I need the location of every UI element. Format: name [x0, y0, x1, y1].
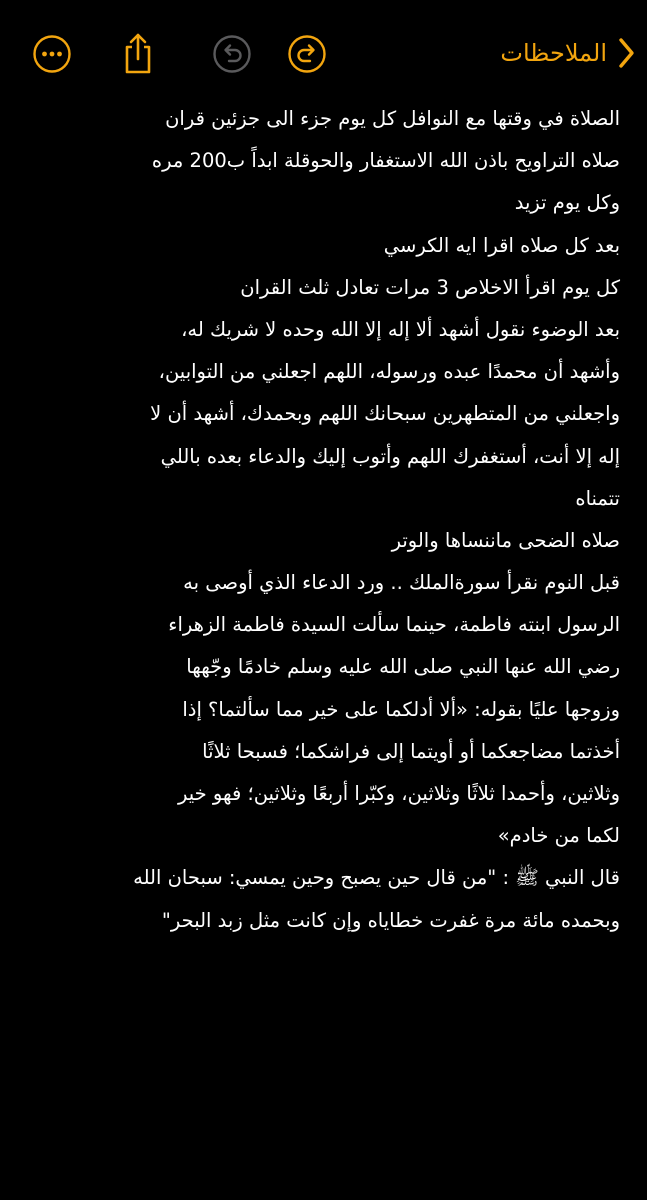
- redo-icon: [287, 34, 327, 74]
- more-options-button[interactable]: [32, 34, 72, 74]
- note-line: كل يوم اقرأ الاخلاص 3 مرات تعادل ثلث القران: [240, 275, 620, 299]
- notes-toolbar: [0, 0, 647, 100]
- back-label: الملاحظات: [500, 39, 607, 67]
- chevron-left-icon: [617, 37, 635, 69]
- note-line: وثلاثين، وأحمدا ثلاثًا وثلاثين، وكبّرا أربعًا وثلاثين؛ فهو خير: [178, 782, 620, 805]
- back-button[interactable]: [500, 30, 635, 76]
- note-line: صلاه الضحى ماننساها والوتر: [391, 528, 620, 552]
- note-line: تتمناه: [575, 486, 620, 510]
- note-line: قال النبي ﷺ : "من قال حين يصبح وحين يمسي: سبحان الله: [133, 866, 620, 890]
- note-line: بعد الوضوء نقول أشهد ألا إله إلا الله وحده لا شريك له،: [181, 317, 620, 341]
- note-line: وأشهد أن محمدًا عبده ورسوله، اللهم اجعلني من التوابين،: [158, 360, 620, 384]
- share-icon: [118, 32, 158, 76]
- undo-icon: [212, 34, 252, 74]
- redo-button[interactable]: [287, 34, 327, 74]
- note-line: لكما من خادم»: [497, 824, 620, 848]
- note-line: وزوجها عليًا بقوله: «ألا أدلكما على خير مما سألتما؟ إذا: [182, 697, 620, 721]
- share-button[interactable]: [118, 34, 158, 74]
- note-line: بعد كل صلاه اقرا ايه الكرسي: [383, 233, 620, 257]
- note-line: وبحمده مائة مرة غفرت خطاياه وإن كانت مثل زبد البحر": [161, 908, 620, 932]
- note-body[interactable]: [30, 98, 620, 942]
- note-line: وكل يوم تزيد: [514, 191, 620, 215]
- note-line: الرسول ابنته فاطمة، حينما سألت السيدة فاطمة الزهراء: [168, 613, 620, 637]
- undo-button[interactable]: [212, 34, 252, 74]
- note-line: إله إلا أنت، أستغفرك اللهم وأتوب إليك والدعاء بعده باللي: [160, 444, 620, 468]
- note-line: واجعلني من المتطهرين سبحانك اللهم وبحمدك، أشهد أن لا: [150, 402, 620, 426]
- note-line: صلاه التراويح باذن الله الاستغفار والحوقلة ابداً ب200 مره: [151, 149, 620, 173]
- note-line: أخذتما مضاجعكما أو أويتما إلى فراشكما؛ فسبحا ثلاثًا: [202, 739, 620, 763]
- note-line: الصلاة في وقتها مع النوافل كل يوم جزء الى جزئين قران: [165, 107, 620, 130]
- note-line: رضي الله عنها النبي صلى الله عليه وسلم خادمًا وجّهها: [186, 655, 620, 679]
- note-line: قبل النوم نقرأ سورةالملك .. ورد الدعاء الذي أوصى به: [183, 571, 620, 595]
- ellipsis-circle-icon: [32, 34, 72, 74]
